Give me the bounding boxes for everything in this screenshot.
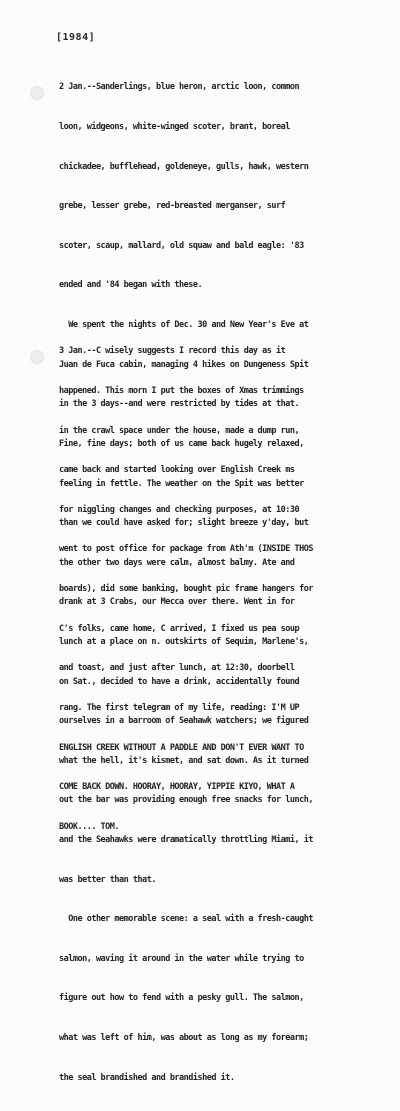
text-line: what was left of him, was about as long as my forearm; bbox=[59, 1033, 309, 1044]
text-line: ended and '84 began with these. bbox=[59, 280, 203, 291]
text-line: ourselves in a barroom of Seahawk watchers; we figured bbox=[59, 716, 309, 727]
text-line: figure out how to fend with a pesky gull. The salmon, bbox=[59, 993, 304, 1004]
text-line: and the Seahawks were dramatically throttling Miami, it bbox=[59, 834, 313, 845]
text-line: We spent the nights of Dec. 30 and New Year's Eve at bbox=[59, 320, 309, 331]
text-line: loon, widgeons, white-winged scoter, brant, boreal bbox=[59, 122, 290, 133]
text-line: happened. This morn I put the boxes of Xmas trimmings bbox=[59, 386, 304, 397]
text-line: salmon, waving it around in the water while trying to bbox=[59, 953, 304, 964]
text-line: the other two days were calm, almost balmy. Ate and bbox=[59, 557, 295, 568]
hole-punch-mark bbox=[30, 350, 44, 364]
text-line: 3 Jan.--C wisely suggests I record this day as it bbox=[59, 346, 286, 357]
text-line: what the hell, it's kismet, and sat down. As it turned bbox=[59, 755, 309, 766]
text-line: grebe, lesser grebe, red-breasted merganser, surf bbox=[59, 201, 286, 212]
text-line: boards), did some banking, bought pic frame hangers for bbox=[59, 584, 313, 595]
text-line: was better than that. bbox=[59, 874, 156, 885]
text-line: for niggling changes and checking purposes, at 10:30 bbox=[59, 504, 300, 515]
text-line: out the bar was providing enough free snacks for lunch, bbox=[59, 795, 313, 806]
text-line: rang. The first telegram of my life, reading: I'M UP bbox=[59, 702, 300, 713]
text-line: the seal brandished and brandished it. bbox=[59, 1072, 235, 1083]
text-line: in the crawl space under the house, made a dump run, bbox=[59, 425, 300, 436]
text-line: ENGLISH CREEK WITHOUT A PADDLE AND DON'T EVER WANT TO bbox=[59, 742, 304, 753]
text-line: on Sat., decided to have a drink, accidentally found bbox=[59, 676, 300, 687]
text-line: COME BACK DOWN. HOORAY, HOORAY, YIPPIE KIYO, WHAT A bbox=[59, 782, 295, 793]
text-line: 2 Jan.--Sanderlings, blue heron, arctic loon, common bbox=[59, 82, 300, 93]
text-line: drank at 3 Crabs, our Mecca over there. Went in for bbox=[59, 597, 295, 608]
journal-entry-jan-3 bbox=[59, 319, 389, 860]
text-line: went to post office for package from Ath'm (INSIDE THOS bbox=[59, 544, 313, 555]
text-line: scoter, scaup, mallard, old squaw and bald eagle: '83 bbox=[59, 240, 304, 251]
text-line: Juan de Fuca cabin, managing 4 hikes on Dungeness Spit bbox=[59, 359, 309, 370]
text-line: BOOK.... TOM. bbox=[59, 821, 120, 832]
hole-punch-mark bbox=[30, 86, 44, 100]
text-line: and toast, and just after lunch, at 12:30, doorbell bbox=[59, 663, 295, 674]
text-line: came back and started looking over English Creek ms bbox=[59, 465, 295, 476]
text-line: feeling in fettle. The weather on the Spit was better bbox=[59, 478, 304, 489]
text-line: in the 3 days--and were restricted by tides at that. bbox=[59, 399, 300, 410]
text-line: Fine, fine days; both of us came back hugely relaxed, bbox=[59, 438, 304, 449]
text-line: One other memorable scene: a seal with a fresh-caught bbox=[59, 914, 313, 925]
text-line: C's folks, came home, C arrived, I fixed us pea soup bbox=[59, 623, 300, 634]
text-line: chickadee, bufflehead, goldeneye, gulls, hawk, western bbox=[59, 161, 309, 172]
text-line: lunch at a place on n. outskirts of Sequim, Marlene's, bbox=[59, 636, 309, 647]
text-line: than we could have asked for; slight breeze y'day, but bbox=[59, 518, 309, 529]
year-header: [1984] bbox=[56, 32, 96, 43]
